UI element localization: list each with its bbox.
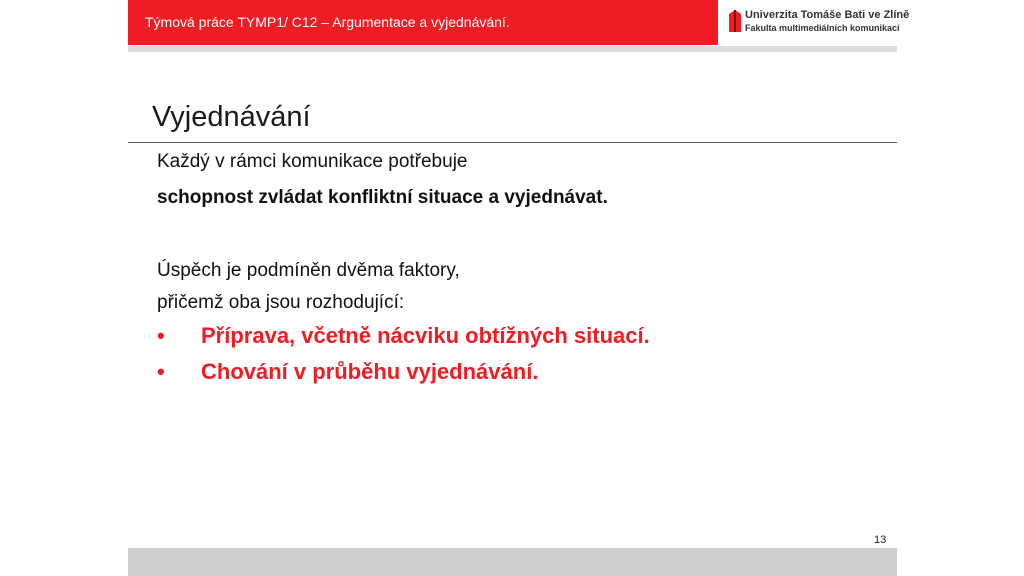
list-item-text: Příprava, včetně nácviku obtížných situací.: [201, 323, 650, 348]
bullet-marker: •: [157, 359, 165, 384]
header-bar: [128, 0, 718, 45]
list-item: [157, 359, 538, 385]
page-title: Vyjednávání: [152, 101, 311, 134]
utb-logo-icon: [729, 10, 741, 32]
header-divider: [128, 46, 897, 52]
logo-faculty-name: Fakulta multimediálních komunikací: [745, 23, 900, 33]
list-item-text: Chování v průběhu vyjednávání.: [201, 359, 539, 384]
university-logo: [729, 9, 910, 37]
title-divider: [128, 142, 897, 143]
footer-bar: [128, 548, 897, 576]
body-text-emphasis: schopnost zvládat konfliktní situace a vyjednávat.: [157, 187, 608, 208]
list-item: [157, 323, 650, 349]
page-number: 13: [874, 534, 887, 546]
body-text-line: Každý v rámci komunikace potřebuje: [157, 151, 468, 172]
header-title: Týmová práce TYMP1/ C12 – Argumentace a vyjednávání.: [145, 14, 510, 30]
body-text-line: Úspěch je podmíněn dvěma faktory,: [157, 260, 460, 281]
logo-university-name: Univerzita Tomáše Bati ve Zlíně: [745, 9, 910, 21]
bullet-marker: •: [157, 323, 165, 348]
body-text-line: přičemž oba jsou rozhodující:: [157, 292, 405, 313]
